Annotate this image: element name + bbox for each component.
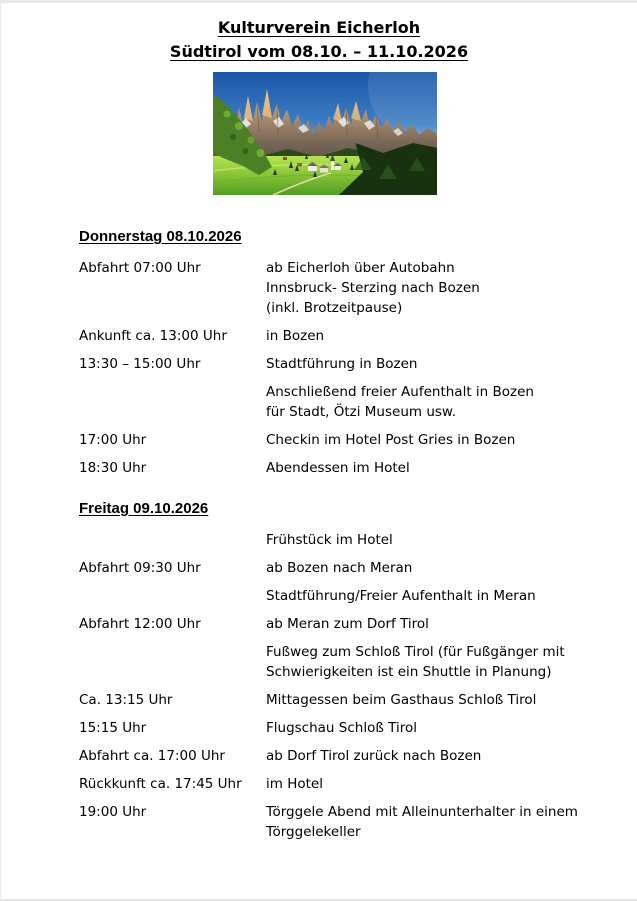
time-cell — [79, 586, 266, 606]
time-cell: Rückkunft ca. 17:45 Uhr — [79, 776, 242, 792]
time-cell: Abfahrt 09:30 Uhr — [79, 560, 201, 576]
dolomites-landscape-illustration — [213, 72, 437, 195]
description-cell: Flugschau Schloß Tirol — [266, 720, 417, 736]
itinerary-row — [79, 586, 615, 606]
description-cell: im Hotel — [266, 776, 323, 792]
itinerary-row — [79, 690, 615, 710]
title-line-1-wrap — [1, 16, 637, 40]
itinerary-row — [79, 430, 615, 450]
time-cell: 17:00 Uhr — [79, 432, 147, 448]
itinerary-row — [79, 802, 615, 842]
description-cell: Frühstück im Hotel — [266, 532, 393, 548]
time-cell: Abfahrt 12:00 Uhr — [79, 616, 201, 632]
itinerary-row — [79, 558, 615, 578]
time-cell: 18:30 Uhr — [79, 460, 147, 476]
itinerary-row — [79, 530, 615, 550]
description-cell: Stadtführung in Bozen — [266, 356, 418, 372]
description-cell: Abendessen im Hotel — [266, 460, 410, 476]
itinerary-row — [79, 354, 615, 374]
itinerary-content — [1, 228, 637, 842]
document-title — [1, 3, 637, 64]
description-cell: in Bozen — [266, 328, 325, 344]
day-heading-freitag: Freitag 09.10.2026 — [79, 500, 209, 517]
time-cell — [79, 382, 266, 422]
itinerary-row — [79, 614, 615, 634]
time-cell: 15:15 Uhr — [79, 720, 147, 736]
description-cell: ab Bozen nach Meran — [266, 560, 413, 576]
itinerary-row — [79, 258, 615, 318]
time-cell — [79, 530, 266, 550]
description-cell: Törggele Abend mit Alleinunterhalter in einem Törggelekeller — [266, 804, 578, 840]
time-cell: Ankunft ca. 13:00 Uhr — [79, 328, 227, 344]
description-cell: Stadtführung/Freier Aufenthalt in Meran — [266, 588, 536, 604]
itinerary-row — [79, 382, 615, 422]
description-cell: ab Meran zum Dorf Tirol — [266, 616, 429, 632]
description-cell: ab Dorf Tirol zurück nach Bozen — [266, 748, 482, 764]
title-line-2: Südtirol vom 08.10. – 11.10.2026 — [169, 42, 469, 61]
itinerary-row — [79, 746, 615, 766]
itinerary-row — [79, 718, 615, 738]
hero-image — [213, 72, 437, 195]
description-cell: Mittagessen beim Gasthaus Schloß Tirol — [266, 692, 537, 708]
section-freitag — [79, 500, 615, 842]
time-cell: Ca. 13:15 Uhr — [79, 692, 173, 708]
title-line-1: Kulturverein Eicherloh — [217, 18, 421, 37]
time-cell: Abfahrt ca. 17:00 Uhr — [79, 748, 225, 764]
day-heading-donnerstag: Donnerstag 08.10.2026 — [79, 228, 242, 245]
time-cell: 19:00 Uhr — [79, 804, 147, 820]
itinerary-row — [79, 326, 615, 346]
itinerary-row — [79, 642, 615, 682]
itinerary-row — [79, 458, 615, 478]
description-cell: ab Eicherloh über Autobahn Innsbruck- Sterzing nach Bozen (inkl. Brotzeitpause) — [266, 260, 480, 316]
description-cell: Fußweg zum Schloß Tirol (für Fußgänger mit Schwierigkeiten ist ein Shuttle in Planung) — [266, 644, 565, 680]
itinerary-row — [79, 774, 615, 794]
title-line-2-wrap — [1, 40, 637, 64]
description-cell: Anschließend freier Aufenthalt in Bozen für Stadt, Ötzi Museum usw. — [266, 384, 534, 420]
time-cell: Abfahrt 07:00 Uhr — [79, 260, 201, 276]
section-donnerstag — [79, 228, 615, 478]
time-cell: 13:30 – 15:00 Uhr — [79, 356, 201, 372]
time-cell — [79, 642, 266, 682]
description-cell: Checkin im Hotel Post Gries in Bozen — [266, 432, 516, 448]
